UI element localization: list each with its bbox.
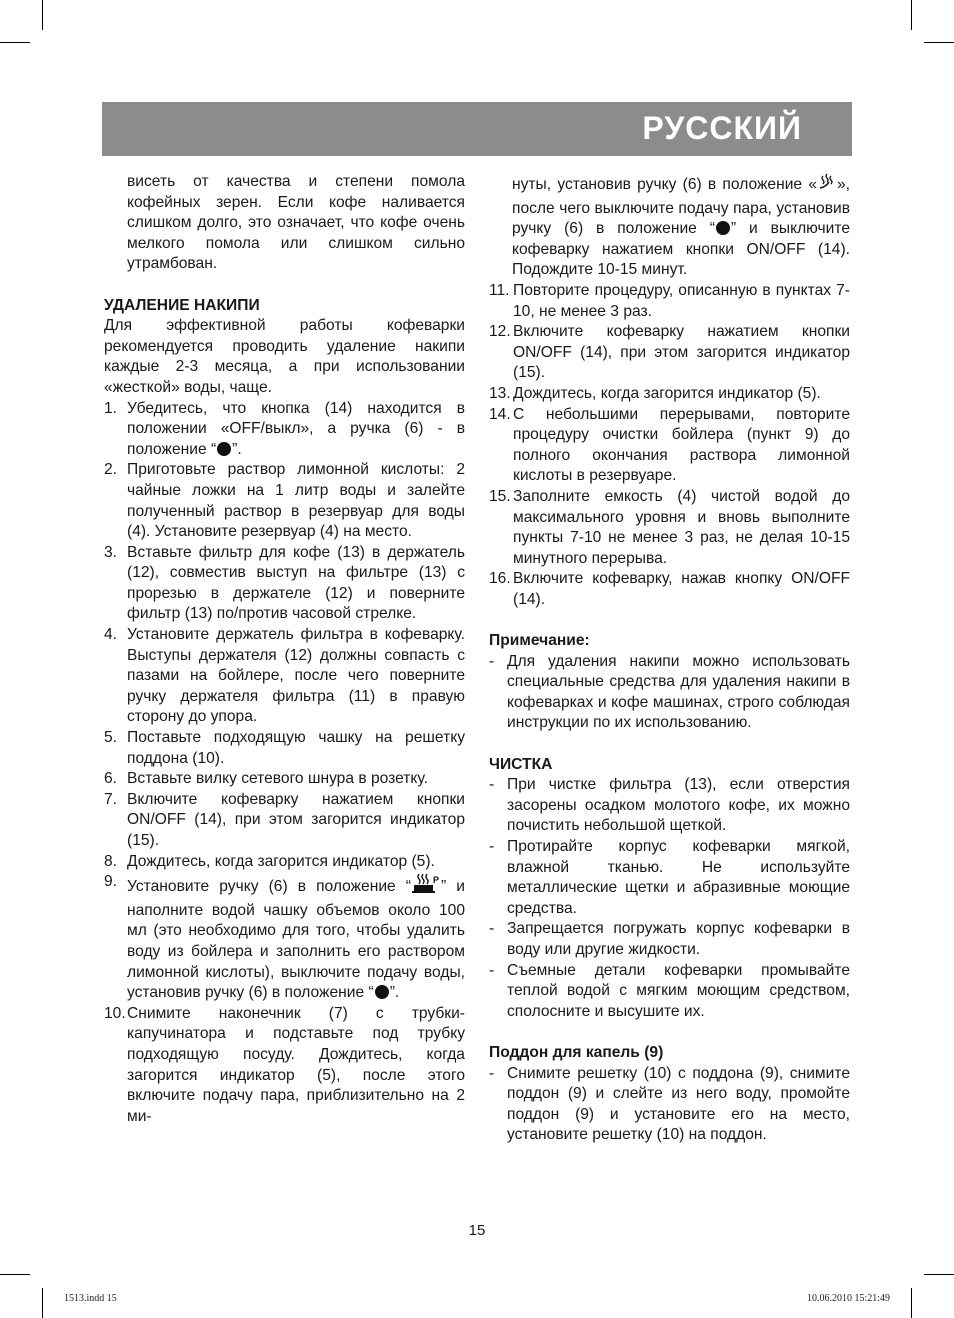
descale-intro: Для эффективной работы кофеварки рекомендуется проводить удаление накипи каждые 2-3 месяца, а при использовании «жесткой» воды, чаще. <box>104 317 465 396</box>
list-item <box>104 399 465 461</box>
list-item <box>489 322 850 384</box>
item-text: Убедитесь, что кнопка (14) находится в положении «OFF/выкл», а ручка (6) - в положение “ <box>127 399 465 458</box>
list-item <box>104 625 465 728</box>
dash-bullet: - <box>489 838 495 855</box>
left-column <box>104 172 465 1127</box>
item-number: 14. <box>489 405 511 423</box>
filled-circle-icon <box>375 985 389 999</box>
item-text: Снимите решетку (10) с поддона (9), снимите поддон (9) и слейте из него воду, промойте поддон (9) и установите его на место, установите решетку (10) на поддон. <box>507 1064 850 1144</box>
item-number: 13. <box>489 384 511 402</box>
crop-mark <box>42 0 43 30</box>
continuation-text: ” и выключите кофеварку нажатием кнопки ON/OFF (14). Подождите 10-15 минут. <box>512 220 850 279</box>
crop-mark <box>42 1288 43 1318</box>
right-column <box>489 172 850 1146</box>
dash-bullet: - <box>489 920 495 938</box>
item-text: Для удаления накипи можно использовать специальные средства для удаления накипи в кофеварках и кофе машинах, строго соблюдая инструкции по их использованию. <box>507 652 850 732</box>
list-item <box>489 487 850 569</box>
crop-mark <box>911 0 912 30</box>
item-text: Вставьте фильтр для кофе (13) в держатель (12), совместив выступ на фильтре (13) с прорезью в держателе (12) и поверните фильтр (13) по/против часовой стрелке. <box>127 543 465 623</box>
item-number: 12. <box>489 323 511 341</box>
language-header-bar <box>102 102 852 156</box>
descale-steps-list-continued <box>489 281 850 611</box>
list-item <box>489 775 850 837</box>
item-text: Установите ручку (6) в положение “ <box>127 878 411 896</box>
footer-file-info: 1513.indd 15 <box>64 1293 117 1304</box>
dash-bullet: - <box>489 1064 495 1082</box>
item-number: 11. <box>489 281 510 299</box>
list-item <box>104 769 465 790</box>
cleaning-heading: ЧИСТКА <box>489 755 553 773</box>
item-text: Вставьте вилку сетевого шнура в розетку. <box>127 770 428 788</box>
item-number: 16. <box>489 570 511 588</box>
item-number: 4. <box>104 626 118 644</box>
crop-mark <box>924 1274 954 1275</box>
item-text: Приготовьте раствор лимонной кислоты: 2 чайные ложки на 1 литр воды и залейте полученный раствор в резервуар для воды (4). Установите резервуар (4) на место. <box>127 461 465 541</box>
item-text-mid: ” и наполните водой чашку объемов около 100 мл (это необходимо для того, чтобы удалить воду из бойлера и заполнить его раствором лимонной кислоты), выключите подачу воды, установив ручку (6) в положение “ <box>127 878 465 1002</box>
crop-mark <box>0 1274 30 1275</box>
crop-mark <box>911 1288 912 1318</box>
item-number: 6. <box>104 770 118 788</box>
item-text: Протирайте корпус кофеварки мягкой, влажной тканью. Не используйте металлические щетки и абразивные моющие средства. <box>507 838 850 917</box>
item-number: 2. <box>104 461 118 479</box>
dash-bullet: - <box>489 961 495 979</box>
item-number: 10. <box>104 1004 126 1022</box>
item-number: 7. <box>104 790 118 808</box>
intro-paragraph: висеть от качества и степени помола кофейных зерен. Если кофе наливается слишком долго, это означает, что кофе очень мелкого помола или слишком сильно утрамбован. <box>127 173 465 273</box>
item-number: 8. <box>104 852 118 870</box>
item-text: Дождитесь, когда загорится индикатор (5). <box>513 384 821 402</box>
item-text: Включите кофеварку нажатием кнопки ON/OFF (14), при этом загорится индикатор (15). <box>513 323 850 382</box>
crop-mark <box>0 42 30 43</box>
dash-bullet: - <box>489 652 495 670</box>
item-number: 15. <box>489 487 511 505</box>
drip-tray-list <box>489 1064 850 1146</box>
list-item <box>489 919 850 960</box>
item-text: Включите кофеварку, нажав кнопку ON/OFF (14). <box>513 570 850 608</box>
filled-circle-icon <box>217 442 231 456</box>
item-text: Установите держатель фильтра в кофеварку. Выступы держателя (12) должны совпасть с пазами на бойлере, после чего поверните ручку держателя фильтра (11) в правую сторону до упора. <box>127 626 465 726</box>
list-item <box>489 837 850 919</box>
hot-water-cup-icon <box>411 872 441 901</box>
list-item <box>489 652 850 734</box>
item-text: Запрещается погружать корпус кофеварки в воду или другие жидкости. <box>507 920 850 958</box>
steam-icon <box>817 172 837 199</box>
item-text: При чистке фильтра (13), если отверстия засорены осадком молотого кофе, их можно почистить небольшой щеткой. <box>507 776 850 835</box>
item-text: С небольшими перерывами, повторите процедуру очистки бойлера (пункт 9) до полного окончания раствора лимонной кислоты в резервуаре. <box>513 405 850 485</box>
list-item <box>104 728 465 769</box>
continuation-text: нуты, установив ручку (6) в положение « <box>512 176 817 193</box>
cleaning-list <box>489 775 850 1022</box>
list-item <box>489 569 850 610</box>
step-10-continuation <box>489 172 850 281</box>
item-number: 1. <box>104 399 118 417</box>
item-text: Снимите наконечник (7) с трубки-капучинатора и подставьте под трубку подходящую посуду. Дождитесь, когда загорится индикатор (5), после этого включите подачу пара, приблизительно на 2 ми- <box>127 1004 465 1125</box>
list-item <box>489 961 850 1023</box>
footer-date-info: 10.06.2010 15:21:49 <box>806 1293 890 1304</box>
list-item <box>489 384 850 405</box>
list-item <box>489 405 850 487</box>
descale-steps-list <box>104 399 465 1128</box>
page-number: 15 <box>468 1222 486 1239</box>
item-text: Повторите процедуру, описанную в пунктах 7-10, не менее 3 раз. <box>513 281 850 320</box>
list-item <box>104 872 465 1004</box>
descale-heading: УДАЛЕНИЕ НАКИПИ <box>104 296 260 314</box>
list-item <box>104 460 465 542</box>
list-item <box>104 543 465 625</box>
item-text: Съемные детали кофеварки промывайте теплой водой с мягким моющим средством, сполосните и высушите их. <box>507 961 850 1020</box>
item-number: 3. <box>104 543 118 561</box>
svg-text:P: P <box>433 875 440 886</box>
continuation-text: », после чего выключите подачу пара, установив ручку (6) в положение “ <box>512 176 850 238</box>
item-text: Заполните емкость (4) чистой водой до максимального уровня и вновь выполните пункты 7-10 не менее 3 раз, не делая 10-15 минутного перерыва. <box>513 487 850 567</box>
item-number: 9. <box>104 873 118 891</box>
crop-mark <box>924 42 954 43</box>
note-list <box>489 652 850 734</box>
language-title: РУССКИЙ <box>642 110 802 146</box>
item-text: Дождитесь, когда загорится индикатор (5). <box>127 852 435 870</box>
item-text: Включите кофеварку нажатием кнопки ON/OFF (14), при этом загорится индикатор (15). <box>127 790 465 849</box>
list-item <box>489 1064 850 1146</box>
note-heading: Примечание: <box>489 632 590 650</box>
list-item <box>104 852 465 873</box>
drip-tray-heading: Поддон для капель (9) <box>489 1043 664 1061</box>
filled-circle-icon <box>716 221 730 235</box>
item-text-tail: ”. <box>232 440 242 458</box>
item-text: Поставьте подходящую чашку на решетку поддона (10). <box>127 729 465 767</box>
list-item <box>104 1004 465 1128</box>
dash-bullet: - <box>489 776 495 794</box>
item-text-tail: ”. <box>389 984 400 1002</box>
item-number: 5. <box>104 729 118 747</box>
list-item <box>104 790 465 852</box>
list-item <box>489 281 850 322</box>
